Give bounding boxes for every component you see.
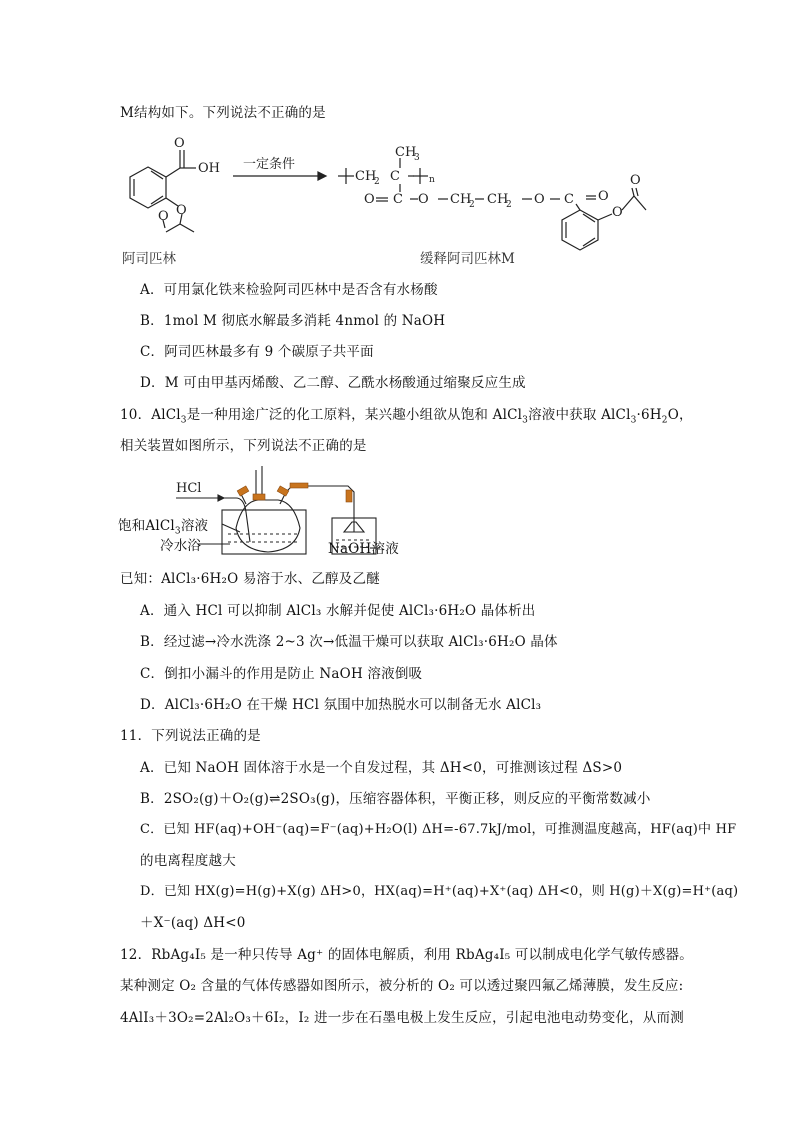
svg-text:O: O xyxy=(418,192,429,207)
svg-text:2: 2 xyxy=(469,200,475,210)
q12-line3: 4AlI₃＋3O₂=2Al₂O₃＋6I₂，I₂ 进一步在石墨电极上发生反应，引起电池电动势变化，从而测 xyxy=(120,1010,684,1026)
aspirin-reaction-figure xyxy=(118,132,678,262)
q9-stem: M结构如下。下列说法不正确的是 xyxy=(120,105,326,121)
q9-option-c: C．阿司匹林最多有 9 个碳原子共平面 xyxy=(140,344,374,360)
caption-slow-release-m: 缓释阿司匹林M xyxy=(420,251,515,267)
svg-text:CH: CH xyxy=(450,192,472,207)
svg-text:O: O xyxy=(158,209,169,224)
svg-text:O: O xyxy=(630,173,641,188)
q11-option-d: D．已知 HX(g)=H(g)+X(g) ΔH>0，HX(aq)=H⁺(aq)+X⁺(aq) ΔH<0，则 H(g)＋X(g)=H⁺(aq) xyxy=(140,884,739,899)
q10-stem-part: AlCl xyxy=(151,407,181,423)
q11-option-a: A．已知 NaOH 固体溶于水是一个自发过程，其 ΔH<0，可推测该过程 ΔS>0 xyxy=(140,760,623,776)
arrow-label: 一定条件 xyxy=(243,157,296,172)
q10-known: 已知：AlCl₃·6H₂O 易溶于水、乙醇及乙醚 xyxy=(120,571,380,587)
q9-option-a: A．可用氯化铁来检验阿司匹林中是否含有水杨酸 xyxy=(140,282,438,298)
q10-stem-line1: 10．AlCl$_3$是一种用途广泛的化工原料，某兴趣小组欲从饱和 AlCl$_3$溶液中获取 $AlCl_3\cdot 6H_2O$， xyxy=(120,407,693,426)
svg-text:O: O xyxy=(364,192,375,207)
q10-stem-line2: 相关装置如图所示，下列说法不正确的是 xyxy=(120,438,367,454)
label-naoh-solution: NaOH溶液 xyxy=(328,541,399,557)
svg-text:O: O xyxy=(174,136,185,151)
svg-text:CH: CH xyxy=(487,192,509,207)
q10-option-d: D．AlCl₃·6H₂O 在干燥 HCl 氛围中加热脱水可以制备无水 AlCl₃ xyxy=(140,697,542,713)
q10-option-a: A．通入 HCl 可以抑制 AlCl₃ 水解并促使 AlCl₃·6H₂O 晶体析出 xyxy=(140,603,536,619)
caption-aspirin: 阿司匹林 xyxy=(122,251,176,267)
q10-option-c: C．倒扣小漏斗的作用是防止 NaOH 溶液倒吸 xyxy=(140,666,423,682)
cold-water-bath xyxy=(222,510,306,554)
q11-option-c-cont: 的电离程度越大 xyxy=(140,853,236,869)
svg-text:n: n xyxy=(429,175,435,185)
q10-stem-part: 溶液中获取 AlCl xyxy=(528,407,631,423)
label-cold-bath: 冷水浴 xyxy=(160,538,202,554)
q10-number: 10． xyxy=(120,407,152,423)
svg-text:O: O xyxy=(534,192,545,207)
svg-text:C: C xyxy=(393,192,403,207)
label-saturated-part: 溶液 xyxy=(180,518,209,534)
q10-option-b: B．经过滤→冷水洗涤 2~3 次→低温干燥可以获取 AlCl₃·6H₂O 晶体 xyxy=(140,634,558,650)
q9-option-d: D．M 可由甲基丙烯酸、乙二醇、乙酰水杨酸通过缩聚反应生成 xyxy=(140,375,526,391)
q11-option-d-cont: ＋X⁻(aq) ΔH<0 xyxy=(140,915,246,931)
svg-text:O: O xyxy=(598,189,609,204)
q11-stem: 11．下列说法正确的是 xyxy=(120,728,261,744)
svg-text:C: C xyxy=(564,192,574,207)
label-hcl: HCl xyxy=(176,481,202,496)
aspirin-benzene-ring xyxy=(130,167,166,208)
svg-text:CH: CH xyxy=(395,145,417,160)
label-saturated-alcl3: 饱和AlCl$_3$溶液 xyxy=(118,518,209,537)
m-benzene-ring xyxy=(562,210,598,250)
q10-stem-part: O， xyxy=(667,407,693,423)
svg-text:O: O xyxy=(176,203,187,218)
svg-text:2: 2 xyxy=(506,200,512,210)
svg-text:3: 3 xyxy=(414,153,420,163)
q10-stem-part: ·6H xyxy=(636,407,662,423)
svg-text:CH: CH xyxy=(355,169,377,184)
q11-option-b: B．2SO₂(g)＋O₂(g)⇌2SO₃(g)，压缩容器体积，平衡正移，则反应的平衡常数减小 xyxy=(140,791,651,807)
q9-option-b: B．1mol M 彻底水解最多消耗 4nmol 的 NaOH xyxy=(140,313,446,329)
q10-stem-part: 是一种用途广泛的化工原料，某兴趣小组欲从饱和 AlCl xyxy=(186,407,523,423)
svg-text:O: O xyxy=(612,205,623,220)
svg-text:C: C xyxy=(390,169,400,184)
q11-option-c: C．已知 HF(aq)+OH⁻(aq)=F⁻(aq)+H₂O(l) ΔH=-67.7kJ/mol，可推测温度越高，HF(aq)中 HF xyxy=(140,822,737,837)
q12-line1: 12．RbAg₄I₅ 是一种只传导 Ag⁺ 的固体电解质，利用 RbAg₄I₅ 可以制成电化学气敏传感器。 xyxy=(120,947,693,963)
svg-text:2: 2 xyxy=(374,177,380,187)
svg-text:OH: OH xyxy=(198,161,220,176)
q12-line2: 某种测定 O₂ 含量的气体传感器如图所示，被分析的 O₂ 可以透过聚四氟乙烯薄膜，发生反应: xyxy=(120,978,684,994)
label-saturated-part: 饱和AlCl xyxy=(118,518,175,534)
